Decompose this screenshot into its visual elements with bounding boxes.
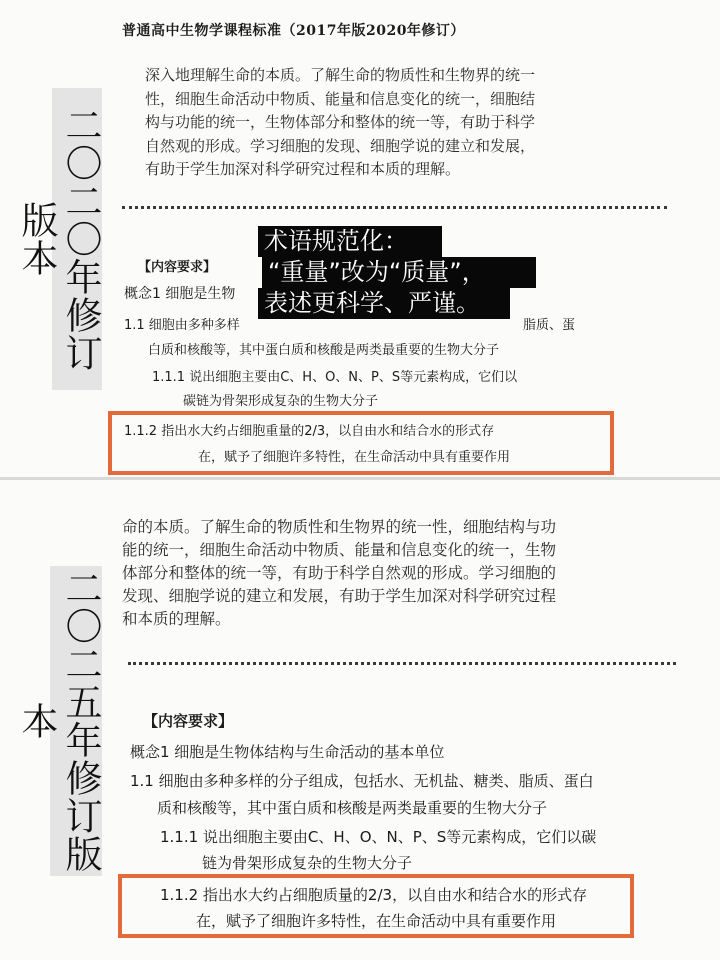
item-1-1-1: 1.1.1 说出细胞主要由C、H、O、N、P、S等元素构成，它们以碳: [160, 828, 597, 846]
highlight-box: [118, 874, 634, 938]
callout-line: “重量”改为“质量”，: [262, 257, 536, 288]
annotation-callout: [258, 226, 520, 319]
callout-line: 表述更科学、严谨。: [258, 288, 510, 319]
version-label-2020: 二〇二〇年修订版本: [52, 88, 102, 390]
version-label-2025: 二〇二五年修订版本: [50, 566, 102, 876]
paragraph-line: 发现、细胞学说的建立和发展，有助于学生加深对科学研究过程: [122, 587, 557, 605]
paragraph-line: 有助于学生加深对科学研究过程和本质的理解。: [145, 160, 461, 178]
item-1-1: 1.1 细胞由多种多样的分子组成，包括水、无机盐、糖类、脂质、蛋白: [130, 772, 594, 790]
content-requirements-heading: 【内容要求】: [143, 712, 234, 730]
intro-paragraph: [122, 516, 556, 631]
paragraph-line: 自然观的形成。学习细胞的发现、细胞学说的建立和发展，: [145, 136, 536, 155]
item-1-1-tail: 脂质、蛋: [523, 318, 576, 333]
concept-heading: 概念1 细胞是生物体结构与生命活动的基本单位: [130, 743, 445, 761]
content-requirements-heading: 【内容要求】: [138, 260, 217, 275]
item-1-1-2-continuation: 在，赋予了细胞许多特性，在生命活动中具有重要作用: [198, 450, 511, 465]
item-1-1-2: 1.1.2 指出水大约占细胞质量的2/3，以自由水和结合水的形式存: [160, 886, 588, 904]
item-1-1-2-continuation: 在，赋予了细胞许多特性，在生命活动中具有重要作用: [196, 912, 557, 930]
page-2020-revision: [0, 0, 720, 478]
item-1-1-1-continuation: 碳链为骨架形成复杂的生物大分子: [183, 394, 379, 409]
page-header: 普通高中生物学课程标准（2017年版2020年修订）: [122, 23, 465, 39]
intro-paragraph: [145, 64, 535, 182]
paragraph-line: 深入地理解生命的本质。了解生命的物质性和生物界的统一: [145, 66, 536, 84]
item-1-1-continuation: 白质和核酸等，其中蛋白质和核酸是两类最重要的生物大分子: [148, 343, 500, 358]
paragraph-line: 命的本质。了解生命的物质性和生物界的统一性，细胞结构与功: [122, 518, 557, 536]
item-1-1-continuation: 质和核酸等，其中蛋白质和核酸是两类最重要的生物大分子: [157, 799, 548, 817]
paragraph-line: 性，细胞生命活动中物质、能量和信息变化的统一，细胞结: [145, 89, 536, 108]
dotted-divider: [128, 662, 676, 665]
concept-heading: 概念1 细胞是生物: [124, 286, 236, 302]
item-1-1-2: 1.1.2 指出水大约占细胞重量的2/3，以自由水和结合水的形式存: [124, 424, 495, 439]
item-1-1-1: 1.1.1 说出细胞主要由C、H、O、N、P、S等元素构成，它们以: [152, 370, 518, 385]
dotted-divider: [122, 206, 667, 209]
page-2025-revision: [0, 480, 720, 960]
paragraph-line: 和本质的理解。: [122, 610, 231, 628]
paragraph-line: 能的统一，细胞生命活动中物质、能量和信息变化的统一，生物: [122, 541, 557, 559]
paragraph-line: 体部分和整体的统一等，有助于科学自然观的形成。学习细胞的: [122, 564, 557, 582]
item-1-1: 1.1 细胞由多种多样: [124, 318, 240, 333]
callout-line: 术语规范化：: [258, 226, 442, 257]
highlight-box: [108, 411, 614, 475]
paragraph-line: 构与功能的统一，生物体部分和整体的统一等，有助于科学: [145, 113, 536, 131]
item-1-1-1-continuation: 链为骨架形成复杂的生物大分子: [202, 854, 413, 872]
